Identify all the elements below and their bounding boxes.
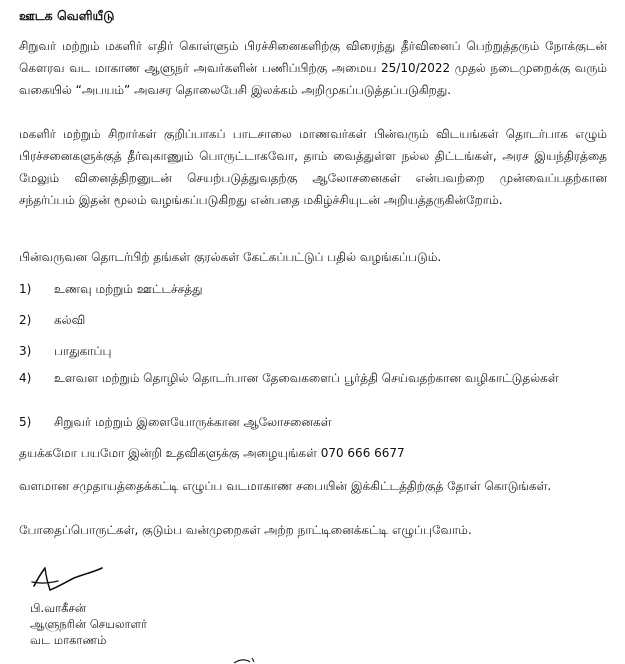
paragraph-purpose: மகளிர் மற்றும் சிறார்கள் குறிப்பாகப் பாடசாலை மாணவர்கள் பின்வரும் விடயங்கள் தொடர்பாக எழும் பிரச்சனைகளுக்குத் தீர்வுகாணும் பொருட்டாகவோ, தாம் வைத்துள்ள நல்ல திட்டங்கள், அரச இயந்திரத்தை மேலும் வினைத்திறனுடன் செயற்படுத்துவதற்கு ஆலோசனைகள் என்பவற்றை முன்வைப்பதற்கான சந்தர்ப்பம் இதன் மூலம் வழங்கப்படுகிறது என்பதை மகிழ்ச்சியுடன் அறியத்தருகின்றோம். <box>19 127 607 207</box>
list-item-number: 2) <box>19 313 32 327</box>
list-item-number: 4) <box>19 371 32 385</box>
signature-block <box>30 600 147 648</box>
list-item-number: 5) <box>19 415 32 429</box>
cropped-stamp-fragment <box>232 656 262 664</box>
signatory-office: வட மாகாணம் <box>30 633 107 647</box>
topics-intro-line: பின்வருவன தொடர்பிற் தங்கள் குரல்கள் கேட்கப்பட்டுப் பதில் வழங்கப்படும். <box>19 250 442 264</box>
handwritten-signature <box>28 560 108 596</box>
paragraph-introduction: சிறுவர் மற்றும் மகளிர் எதிர் கொள்ளும் பிரச்சினைகளிற்கு விரைந்து தீர்வினைப் பெற்றுத்தரும் நோக்குடன் கௌரவ வட மாகாண ஆளுநர் அவர்களின் பணிப்பிற்கு அமைய 25/10/2022 முதல் நடைமுறைக்கு வரும் வகையில் “அபயம்” அவசர தொலைபேசி இலக்கம் அறிமுகப்படுத்தப்படுகிறது. <box>19 39 607 97</box>
list-item-text: சிறுவர் மற்றும் இளையோருக்கான ஆலோசனைகள் <box>54 415 332 429</box>
list-item-text: பாதுகாப்பு <box>54 344 112 358</box>
signatory-title: ஆளுநரின் செயலாளர் <box>30 617 147 631</box>
hotline-line: தயக்கமோ பயமோ இன்றி உதவிகளுக்கு அழையுங்கள் 070 666 6677 <box>19 446 405 460</box>
paragraph-support: வளமான சமுதாயத்தைக்கட்டி எழுப்ப வடமாகாண சபையின் இக்கிட்டத்திற்குத் தோள் கொடுங்கள். <box>19 479 552 493</box>
document-heading: ஊடக வெளியீடு <box>19 8 115 23</box>
list-item-text: உணவு மற்றும் ஊட்டச்சத்து <box>54 282 203 296</box>
list-item-text: உளவள மற்றும் தொழில் தொடர்பான தேவைகளைப் பூர்த்தி செய்வதற்கான வழிகாட்டுதல்கள் <box>54 371 559 385</box>
list-item-number: 1) <box>19 282 32 296</box>
list-item-text: கல்வி <box>54 313 86 327</box>
paragraph-closing: போதைப்பொருட்கள், குடும்ப வன்முறைகள் அற்ற நாட்டினைக்கட்டி எழுப்புவோம். <box>19 523 472 537</box>
signatory-name: பி.வாகீசன் <box>30 601 87 615</box>
list-item-number: 3) <box>19 344 32 358</box>
